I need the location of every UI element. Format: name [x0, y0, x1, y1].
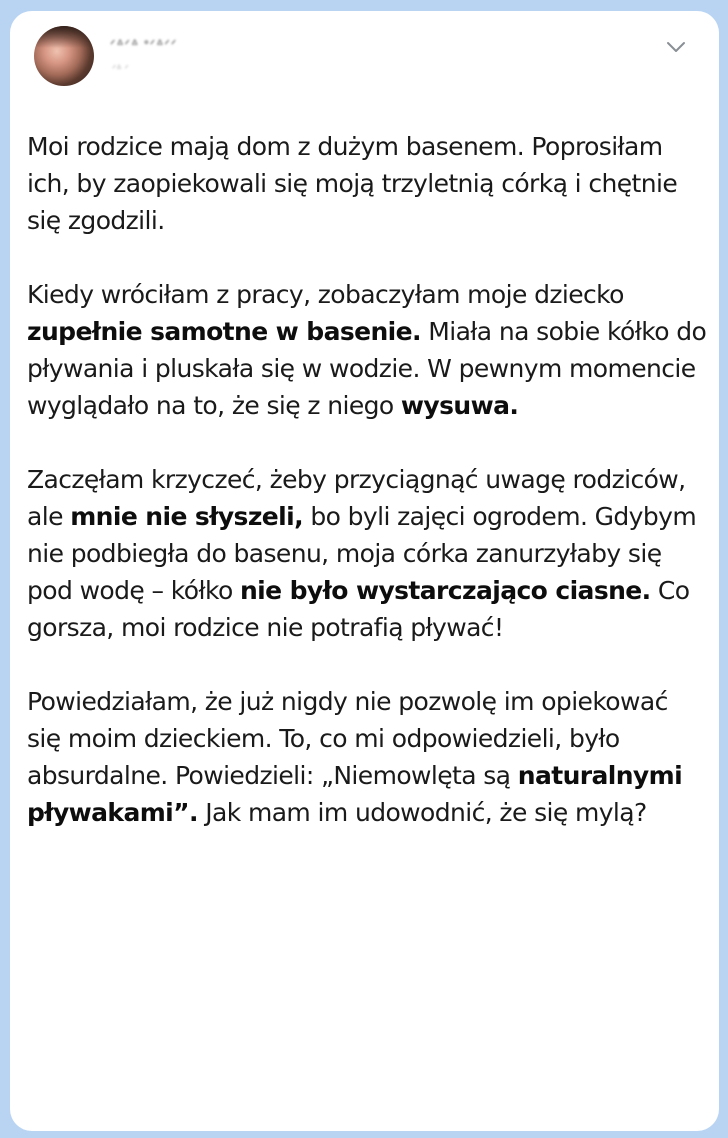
- bold-text: wysuwa.: [400, 391, 519, 420]
- text-segment: Moi rodzice mają dom z dużym basenem. Poprosiłam ich, by zaopiekowali się moją trzyletnią córką i chętnie się zgodzili.: [27, 132, 678, 235]
- bold-text: nie było wystarczająco ciasne.: [239, 576, 651, 605]
- avatar[interactable]: [34, 26, 94, 86]
- bold-text: mnie nie słyszeli,: [70, 502, 303, 531]
- author-handle[interactable]: ᐟᐞ ᐟ: [112, 64, 129, 75]
- text-segment: Jak mam im udowodnić, że się mylą?: [197, 798, 647, 827]
- paragraph-1: [27, 128, 707, 239]
- text-segment: bo byli zajęci ogrodem. Gdybym nie podbiegła do basenu, moja córka zanurzyłaby się pod wodę – kółko: [27, 502, 697, 605]
- text-segment: Zaczęłam krzyczeć, żeby przyciągnąć uwagę rodziców, ale: [27, 465, 686, 531]
- bold-text: naturalnymi pływakami”.: [27, 761, 683, 827]
- paragraph-3: [27, 461, 707, 646]
- chevron-down-icon[interactable]: [663, 37, 689, 57]
- tweet-card: [10, 11, 719, 1131]
- text-segment: Kiedy wróciłam z pracy, zobaczyłam moje dziecko: [27, 280, 624, 309]
- paragraph-4: [27, 683, 707, 831]
- author-name[interactable]: ᐟᐞᐟᐞ ᐤᐟᐞᐟᐟ: [110, 37, 178, 52]
- text-segment: Miała na sobie kółko do pływania i pluskała się w wodzie. W pewnym momencie wyglądało na to, że się z niego: [27, 317, 707, 420]
- bold-text: zupełnie samotne w basenie.: [27, 317, 421, 346]
- text-segment: Co gorsza, moi rodzice nie potrafią pływać!: [27, 576, 690, 642]
- paragraph-2: [27, 276, 707, 424]
- text-segment: Powiedziałam, że już nigdy nie pozwolę im opiekować się moim dzieckiem. To, co mi odpowiedzieli, było absurdalne. Powiedzieli: „Niemowlęta są: [27, 687, 668, 790]
- tweet-text: [27, 128, 707, 831]
